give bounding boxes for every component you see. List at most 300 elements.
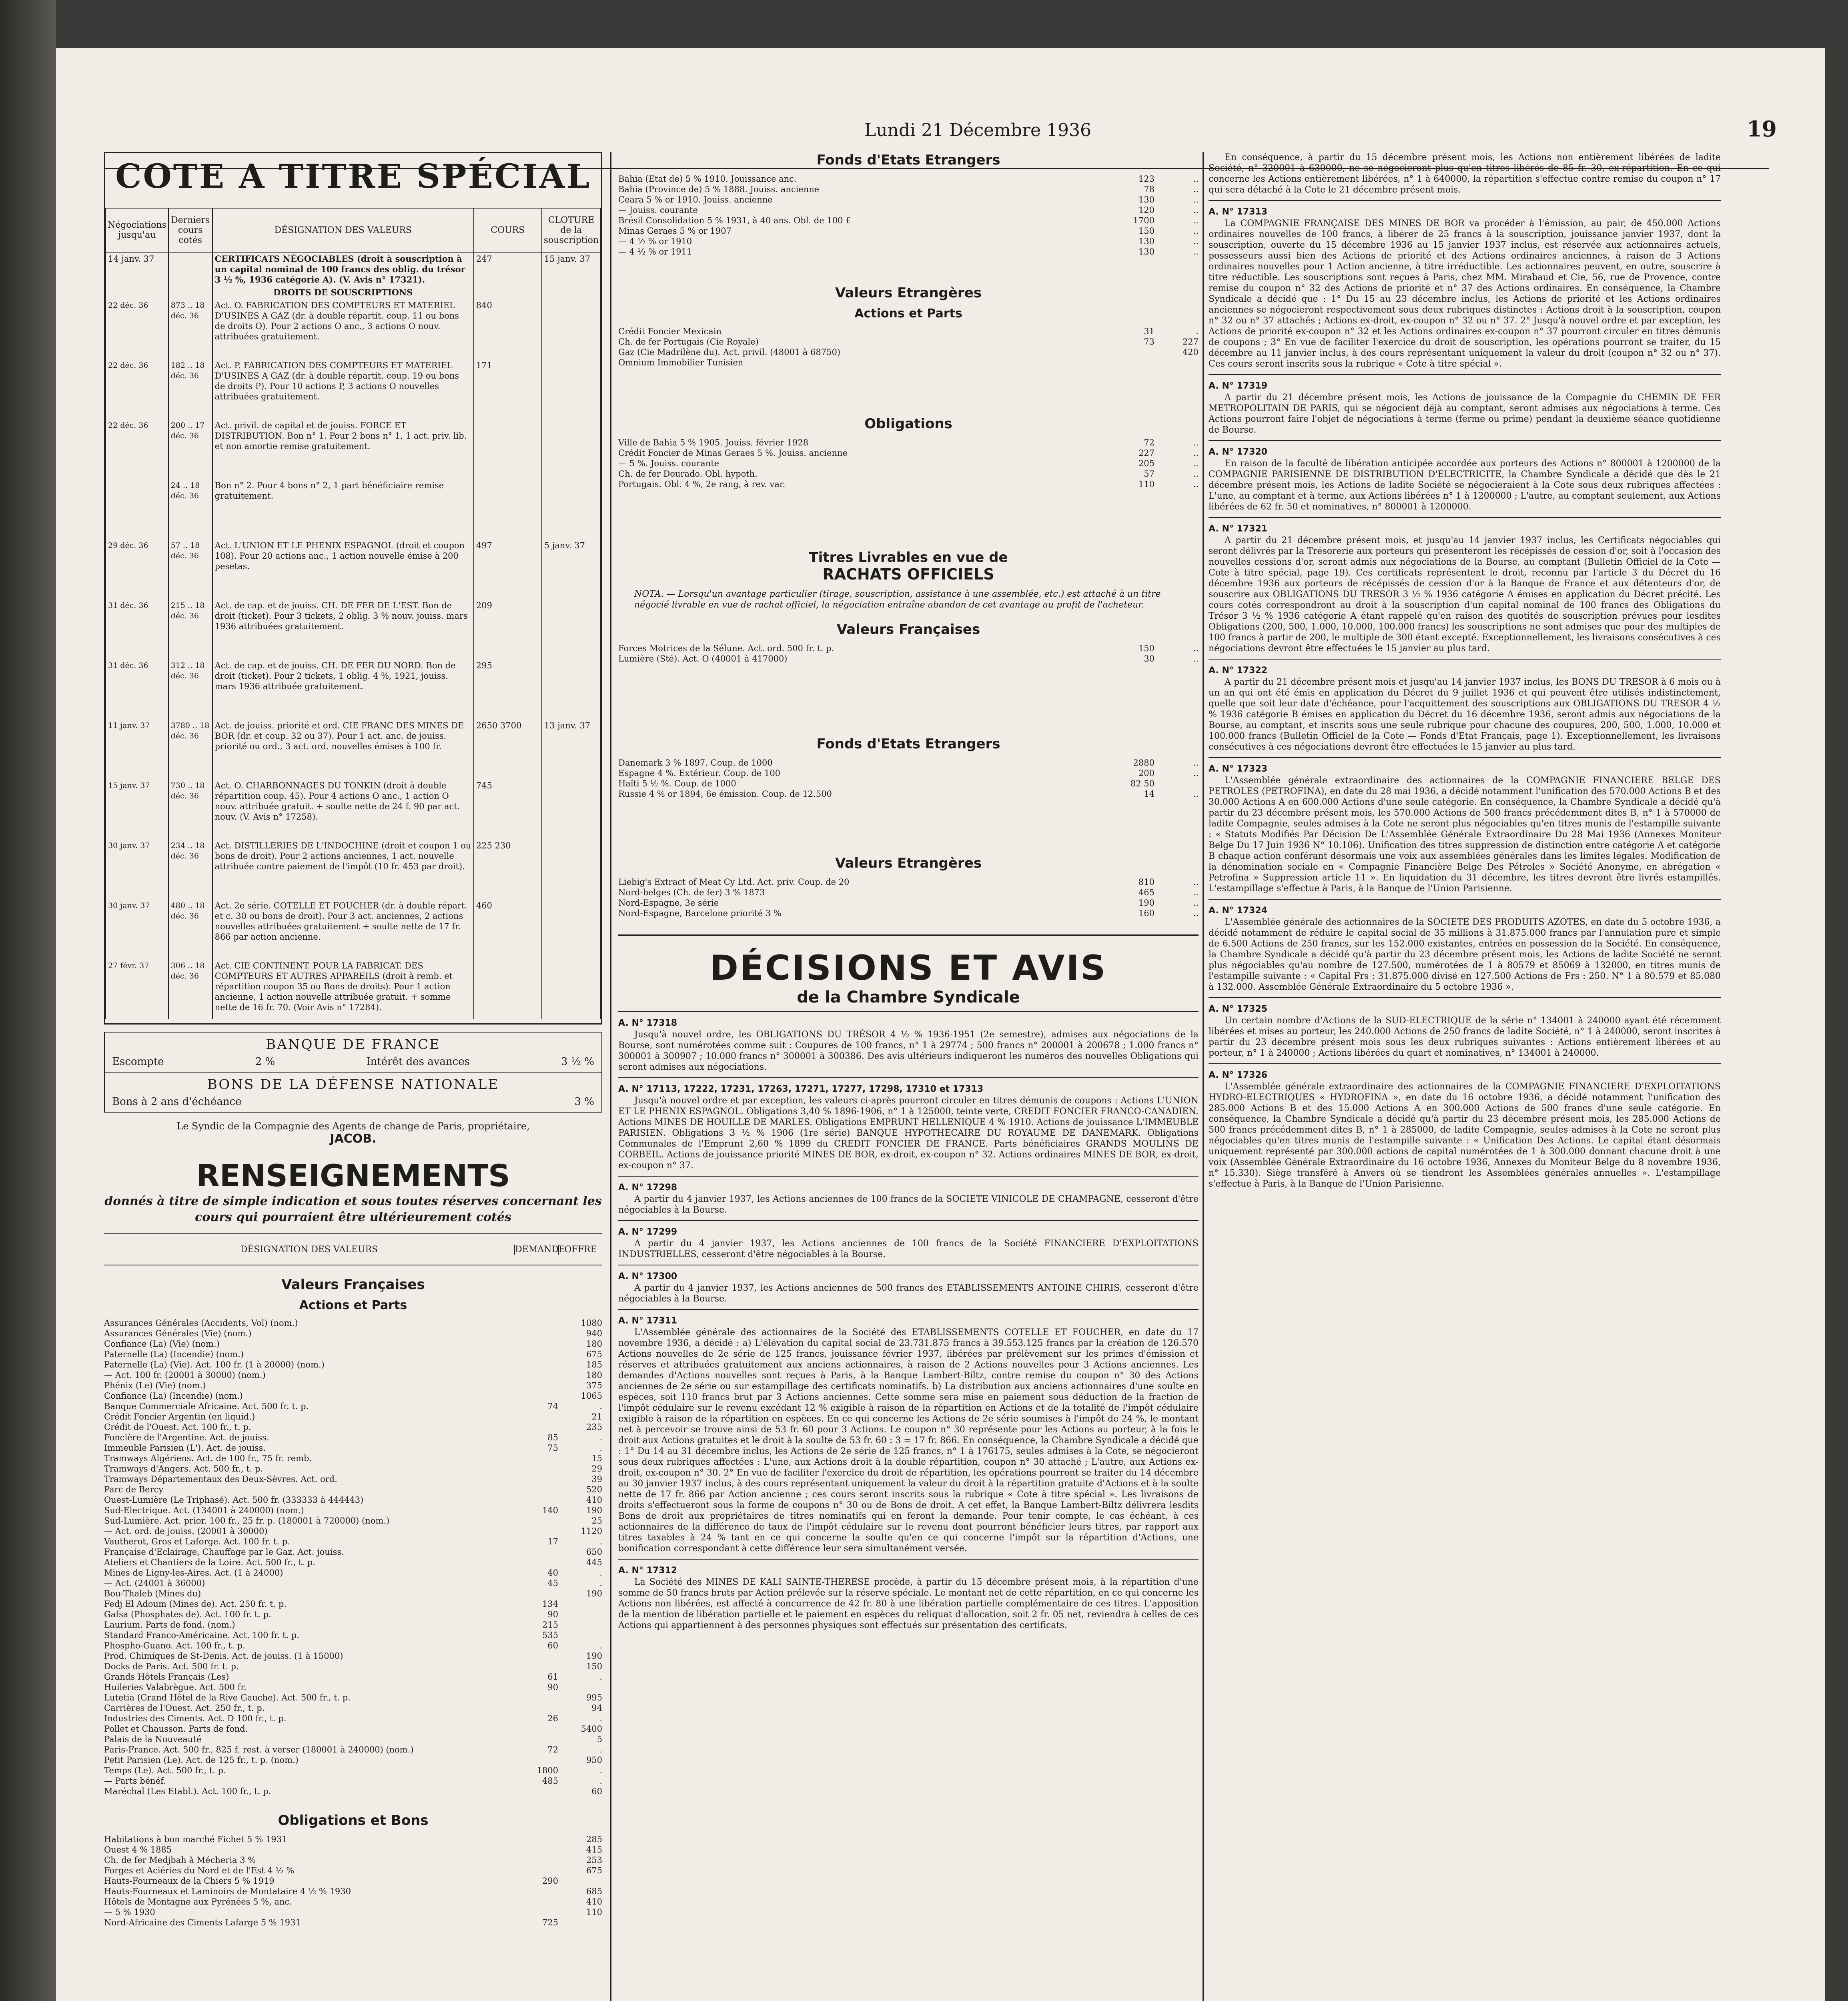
cell-date xyxy=(106,479,168,539)
item-name: Tramways d'Angers. Act. 500 fr., t. p. xyxy=(104,1464,263,1474)
cell-cloture xyxy=(542,659,601,719)
item-value: . xyxy=(599,1776,602,1786)
item-value: 15 xyxy=(591,1454,602,1463)
item-name: Phospho-Guano. Act. 100 fr., t. p. xyxy=(104,1641,245,1650)
list-item xyxy=(618,437,1199,448)
item-value: .. xyxy=(1193,898,1199,908)
item-value: 60 xyxy=(547,1641,558,1650)
cell-last: 234 .. 18 déc. 36 xyxy=(168,839,212,899)
item-value: 29 xyxy=(591,1464,602,1474)
droits-title: DROITS DE SOUSCRIPTIONS xyxy=(212,286,474,299)
syndic-name: JACOB. xyxy=(330,1132,377,1146)
item-value: 57 xyxy=(1144,469,1154,479)
item-name: Bahia (Etat de) 5 % 1910. Jouissance anc. xyxy=(618,174,797,184)
column-middle xyxy=(618,152,1199,2001)
cell-cloture xyxy=(542,839,601,899)
item-value: 940 xyxy=(586,1329,602,1338)
item-name: Sud-Lumière. Act. prior. 100 fr., 25 fr. p. (180001 à 720000) (nom.) xyxy=(104,1516,390,1526)
syndic-line: Le Syndic de la Compagnie des Agents de change de Paris, propriétaire, xyxy=(176,1121,530,1132)
item-value: . xyxy=(599,1433,602,1442)
list-item xyxy=(104,1328,602,1339)
item-value: . xyxy=(599,1443,602,1453)
rachats-title: RACHATS OFFICIELS xyxy=(822,565,994,583)
item-name: — 5 % 1930 xyxy=(104,1907,155,1917)
item-value: 420 xyxy=(1182,347,1199,357)
item-value xyxy=(514,1453,558,1464)
item-name: Ouest-Lumière (Le Triphasé). Act. 500 fr. (333333 à 444443) xyxy=(104,1495,364,1505)
item-value: .. xyxy=(1193,448,1199,458)
avis-number-text: A. N° 17322 xyxy=(1209,666,1268,676)
list-item xyxy=(104,1776,602,1786)
list-item xyxy=(618,898,1199,908)
cell-last: 306 .. 18 déc. 36 xyxy=(168,959,212,1019)
cell-designation: Act. de cap. et de jouiss. CH. DE FER DE L'EST. Bon de droit (ticket). Pour 3 tickets, 2 oblig. 3 % nouv. jouiss. mars 1936 attribuées gratuitement. xyxy=(212,599,474,659)
item-name: Nord-Espagne, Barcelone priorité 3 % xyxy=(618,908,782,918)
list-item xyxy=(104,1599,602,1609)
item-name: Hôtels de Montagne aux Pyrénées 5 %, anc. xyxy=(104,1897,292,1907)
list-item xyxy=(104,1609,602,1620)
item-name: Nord-Africaine des Ciments Lafarge 5 % 1931 xyxy=(104,1918,301,1927)
cell-cours: 247 xyxy=(474,252,542,286)
escompte-value: 2 % xyxy=(255,1056,275,1068)
oblig-title: Obligations xyxy=(864,416,952,432)
avis-number-text: A. N° 17311 xyxy=(618,1316,677,1326)
avis-separator xyxy=(618,1077,1199,1078)
item-value: 227 xyxy=(1182,337,1199,347)
list-item xyxy=(618,768,1199,778)
list-item xyxy=(104,1505,602,1516)
column-rule xyxy=(610,152,611,2001)
item-value: . xyxy=(1196,327,1199,336)
item-value xyxy=(558,1682,602,1692)
item-value: 40 xyxy=(547,1568,558,1578)
list-item xyxy=(104,1917,602,1928)
item-value: 130 xyxy=(1138,195,1154,205)
list-item xyxy=(104,1765,602,1776)
item-name: Paternelle (La) (Incendie) (nom.) xyxy=(104,1349,244,1359)
avis-text: A partir du 4 janvier 1937, les Actions anciennes de 100 francs de la Société FINANCIERE D'EXPLOITATIONS INDUSTRIELLES, cesseront d'être négociables à la Bourse. xyxy=(618,1239,1199,1259)
item-value: 410 xyxy=(586,1495,602,1505)
list-item xyxy=(618,205,1199,215)
item-value: . xyxy=(599,1641,602,1650)
item-name: Ch. de fer Dourado. Obl. hypoth. xyxy=(618,469,758,479)
item-value: 123 xyxy=(1138,174,1154,184)
avis-separator xyxy=(1209,757,1721,758)
cell-last: 182 .. 18 déc. 36 xyxy=(168,359,212,419)
item-value: 725 xyxy=(542,1918,558,1927)
item-value: 1080 xyxy=(581,1318,602,1328)
list-item xyxy=(104,1724,602,1734)
item-name: Ateliers et Chantiers de la Loire. Act. 500 fr., t. p. xyxy=(104,1558,315,1567)
avis-number-text: A. N° 17318 xyxy=(618,1018,677,1028)
avis-separator xyxy=(1209,374,1721,375)
item-value: 110 xyxy=(1138,479,1154,489)
cell-cours: 209 xyxy=(474,599,542,659)
vf-title: Valeurs Françaises xyxy=(836,622,980,638)
item-value: 200 xyxy=(1138,768,1154,778)
cell-date: 11 janv. 37 xyxy=(106,719,168,779)
table-row xyxy=(106,419,601,479)
cell-cours xyxy=(474,479,542,539)
item-value: 134 xyxy=(542,1599,558,1609)
cell-designation: Act. O. CHARBONNAGES DU TONKIN (droit à double répartition coup. 45). Pour 4 actions O anc., 1 action O nouv. attribuée gratuit. + soulte nette de 24 f. 90 par act. nouv. (V. Avis n° 17258). xyxy=(212,779,474,839)
obligations-list xyxy=(104,1834,602,1928)
item-value: 1065 xyxy=(581,1391,602,1401)
item-value: 675 xyxy=(586,1866,602,1875)
cell-last: 24 .. 18 déc. 36 xyxy=(168,479,212,539)
escompte-label: Escompte xyxy=(112,1056,164,1068)
avis-number xyxy=(1209,665,1721,676)
table-row xyxy=(106,252,601,286)
item-name: Lumière (Sté). Act. O (40001 à 417000) xyxy=(618,654,788,664)
list-item xyxy=(104,1703,602,1713)
item-name: Carrières de l'Ouest. Act. 250 fr., t. p. xyxy=(104,1703,265,1713)
cell-last xyxy=(168,252,212,286)
item-name: Ch. de fer Portugais (Cie Royale) xyxy=(618,337,759,347)
item-value: 17 xyxy=(547,1537,558,1546)
renseignements-title: RENSEIGNEMENTS xyxy=(196,1158,510,1193)
avis-number xyxy=(1209,523,1721,534)
list-item xyxy=(618,194,1199,205)
list-item xyxy=(104,1661,602,1672)
list-item xyxy=(618,877,1199,887)
avis-number xyxy=(1209,1004,1721,1015)
avis-number xyxy=(618,1084,1199,1095)
list-item xyxy=(104,1907,602,1917)
cell-date: 30 janv. 37 xyxy=(106,899,168,959)
fonds1-title: Fonds d'Etats Etrangers xyxy=(816,152,1000,168)
item-value xyxy=(558,1876,602,1886)
list-item xyxy=(618,469,1199,479)
book-gutter xyxy=(0,0,56,2001)
list-item xyxy=(104,1578,602,1588)
item-name: Mines de Ligny-les-Aires. Act. (1 à 24000) xyxy=(104,1568,283,1578)
cell-cours: 295 xyxy=(474,659,542,719)
item-value: 415 xyxy=(586,1845,602,1855)
avis-text: L'Assemblée générale des actionnaires de la SOCIETE DES PRODUITS AZOTES, en date du 5 octobre 1936, a décidé notamment de réduire le capital social de 35 millions à 31.875.000 francs par l'annulation pure et simple de 6.500 Actions de 250 francs, sur les 152.000 existantes, entrées en possession de la Société. En conséquence, la Chambre Syndicale a décidé qu'à partir du 23 décembre présent mois, les Actions de ladite Société ne seront plus négociables qu'au nombre de 127.500, numérotées de 1 à 80579 et 85069 à 132000, en titres munis de l'estampille suivante : « Capital Frs : 31.875.000 divisé en 127.500 Actions de Frs : 250. N° 1 à 80.579 et 85.080 à 132.000. Assemblée Générale Extraordinaire du 5 octobre 1936 ». xyxy=(1209,917,1721,992)
item-value xyxy=(514,1865,558,1876)
cell-last: 873 .. 18 déc. 36 xyxy=(168,299,212,359)
avis-separator xyxy=(1209,659,1721,660)
item-value xyxy=(514,1328,558,1339)
item-value: 61 xyxy=(547,1672,558,1682)
item-name: Bou-Thaleb (Mines du) xyxy=(104,1589,201,1598)
list-item xyxy=(618,215,1199,226)
col-header: COURS xyxy=(474,208,542,252)
item-value: 1120 xyxy=(581,1526,602,1536)
item-value: . xyxy=(599,1568,602,1578)
list-item xyxy=(104,1744,602,1755)
avis-separator xyxy=(1209,1063,1721,1064)
titres-title: Titres Livrables en vue de xyxy=(809,549,1008,565)
item-value: .. xyxy=(1193,174,1199,184)
cell-designation: Act. O. FABRICATION DES COMPTEURS ET MATERIEL D'USINES A GAZ (dr. à double répartit. coup. 11 ou bons de droits O). Pour 2 actions O anc., 3 actions O nouv. attribuées gratuitement. xyxy=(212,299,474,359)
list-item xyxy=(618,778,1199,789)
item-value: 285 xyxy=(586,1835,602,1844)
item-value xyxy=(558,1917,602,1928)
renseignements-list xyxy=(104,1318,602,1796)
cell-date: 22 déc. 36 xyxy=(106,359,168,419)
item-value xyxy=(514,1339,558,1349)
list-item xyxy=(104,1412,602,1422)
item-value xyxy=(1110,347,1154,357)
cell-designation: Act. privil. de capital et de jouiss. FORCE ET DISTRIBUTION. Bon n° 1. Pour 2 bons n° 1, 1 act. priv. lib. et non amortie remise gratuitement. xyxy=(212,419,474,479)
item-name: Petit Parisien (Le). Act. de 125 fr., t. p. (nom.) xyxy=(104,1755,299,1765)
cell-date: 22 déc. 36 xyxy=(106,419,168,479)
item-value: .. xyxy=(1193,789,1199,799)
list-item xyxy=(618,908,1199,918)
list-item xyxy=(104,1713,602,1724)
list-item xyxy=(104,1557,602,1568)
item-value: 190 xyxy=(586,1651,602,1661)
item-value: .. xyxy=(1193,459,1199,468)
item-value: 140 xyxy=(542,1506,558,1515)
item-value: 150 xyxy=(586,1662,602,1671)
cell-designation: Act. DISTILLERIES DE L'INDOCHINE (droit et coupon 1 ou bons de droit). Pour 2 actions anciennes, 1 act. nouvelle attribuée contre paiement de l'impôt (10 fr. 453 par droit). xyxy=(212,839,474,899)
avis-number xyxy=(1209,764,1721,774)
col-header: DÉSIGNATION DES VALEURS xyxy=(212,208,474,252)
item-value: .. xyxy=(1193,226,1199,236)
item-name: — Act. (24001 à 36000) xyxy=(104,1578,205,1588)
item-value: .. xyxy=(1193,237,1199,246)
list-item xyxy=(618,448,1199,458)
item-value xyxy=(514,1391,558,1401)
item-name: Ceara 5 % or 1910. Jouiss. ancienne xyxy=(618,195,773,205)
item-value: 375 xyxy=(586,1381,602,1390)
item-value: 650 xyxy=(586,1547,602,1557)
avis-text: L'Assemblée générale extraordinaire des actionnaires de la COMPAGNIE FINANCIERE D'EXPLOITATIONS HYDRO-ELECTRIQUES « HYDROFINA », en date du 16 octobre 1936, a décidé notamment l'unification des 285.000 Actions B et des 15.000 Actions A en 300.000 Actions de 500 francs d'une seule catégorie. En conséquence, la Chambre Syndicale a décidé qu'à partir du 23 décembre présent mois, les 285.000 Actions de 500 francs précédemment dites B, n° 1 à 285000, de ladite Compagnie, seules admises à la Cote ne seront plus négociables qu'en titres munis de l'estampille suivante : « Unification Des Actions. Le capital étant désormais uniquement représenté par 300.000 actions de capital numérotées de 1 à 300.000 donnant chacune droit à une voix (Assemblée Générale Extraordinaire du 16 octobre 1936, Annexes du Moniteur Belge du 8 novembre 1936, n° 15.330). Siège transféré à Anvers où se tiendront les Assemblées générales annuelles ». L'estampillage s'effectue à Paris, à la Banque de l'Union Parisienne. xyxy=(1209,1082,1721,1189)
avis-number-text: A. N° 17325 xyxy=(1209,1004,1268,1014)
bons-value: 3 % xyxy=(574,1096,594,1108)
item-name: Immeuble Parisien (L'). Act. de jouiss. xyxy=(104,1443,266,1453)
nota-text: NOTA. — Lorsqu'un avantage particulier (tirage, souscription, assistance à une assemblée, etc.) est attaché à un titre négocié livrable en vue de rachat officiel, la négociation entraîne abandon de cet avantage au profit de l'acheteur. xyxy=(634,589,1161,610)
avis-number xyxy=(1209,905,1721,916)
list-item xyxy=(104,1672,602,1682)
list-item xyxy=(104,1484,602,1495)
column-rule xyxy=(1203,152,1204,2001)
item-value: 950 xyxy=(586,1755,602,1765)
item-value: .. xyxy=(1193,888,1199,897)
avis-separator xyxy=(618,1176,1199,1177)
item-value: 445 xyxy=(586,1558,602,1567)
item-value: . xyxy=(599,1578,602,1588)
avis-number-text: A. N° 17326 xyxy=(1209,1070,1268,1080)
item-value: . xyxy=(599,1672,602,1682)
cell-last: 3780 .. 18 déc. 36 xyxy=(168,719,212,779)
item-value: 31 xyxy=(1144,327,1154,336)
item-value: .. xyxy=(1193,908,1199,918)
list-item xyxy=(618,458,1199,469)
table-row xyxy=(106,599,601,659)
list-item xyxy=(104,1526,602,1536)
item-value: .. xyxy=(1193,479,1199,489)
cell-cloture xyxy=(542,599,601,659)
renseignements-subtitle: donnés à titre de simple indication et sous toutes réserves concernant les cours qui pourraient être ultérieurement cotés xyxy=(104,1194,602,1224)
item-value: 410 xyxy=(586,1897,602,1907)
list-item xyxy=(104,1453,602,1464)
item-name: Foncière de l'Argentine. Act. de jouiss. xyxy=(104,1433,269,1442)
avis-text: La Société des MINES DE KALI SAINTE-THERESE procède, à partir du 15 décembre présent mois, à la répartition d'une somme de 50 francs bruts par Action prélevée sur la réserve spéciale. Le montant net de cette répartition, en ce qui concerne les Actions non libérées, est affecté à concurrence de 42 fr. 80 à une libération partielle complémentaire de ces titres. L'apposition de la mention de libération partielle et le paiement en espèces du reliquat d'allocation, soit 2 fr. 05 net, reviendra à celles de ces Actions qui appartiennent à des personnes physiques sont effectués sur présentation des certificats. xyxy=(618,1577,1199,1630)
avis-number-text: A. N° 17299 xyxy=(618,1227,677,1237)
decisions-title: DÉCISIONS ET AVIS xyxy=(710,948,1107,988)
list-item xyxy=(104,1834,602,1845)
list-item xyxy=(618,479,1199,489)
avis-number-text: A. N° 17323 xyxy=(1209,764,1268,774)
avis-number xyxy=(618,1018,1199,1029)
table-row xyxy=(106,779,601,839)
item-name: Liebig's Extract of Meat Cy Ltd. Act. priv. Coup. de 20 xyxy=(618,877,850,887)
item-name: Temps (Le). Act. 500 fr., t. p. xyxy=(104,1766,226,1775)
item-value xyxy=(514,1557,558,1568)
list-item xyxy=(618,226,1199,236)
cell-designation: CERTIFICATS NÉGOCIABLES (droit à souscription à un capital nominal de 100 francs des oblig. du trésor 3 ½ %, 1936 catégorie A). (V. Avis n° 17321). xyxy=(212,252,474,286)
avis-separator xyxy=(618,1309,1199,1310)
ve2-list xyxy=(618,877,1199,918)
item-value xyxy=(514,1474,558,1484)
item-value: 685 xyxy=(586,1887,602,1896)
item-value xyxy=(514,1834,558,1845)
cell-cloture xyxy=(542,299,601,359)
item-name: Prod. Chimiques de St-Denis. Act. de jouiss. (1 à 15000) xyxy=(104,1651,343,1661)
item-name: Espagne 4 %. Extérieur. Coup. de 100 xyxy=(618,768,780,778)
item-name: Hauts-Fourneaux de la Chiers 5 % 1919 xyxy=(104,1876,275,1886)
avis-number-text: A. N° 17313 xyxy=(1209,207,1268,217)
cell-designation: Act. de jouiss. priorité et ord. CIE FRANC DES MINES DE BOR (dr. et coup. 32 ou 37). Pour 1 act. anc. de jouiss. priorité ou ord., 3 act. ord. nouvelles émises à 100 fr. xyxy=(212,719,474,779)
item-name: Sud-Electrique. Act. (134001 à 240000) (nom.) xyxy=(104,1506,304,1515)
item-value: .. xyxy=(1193,205,1199,215)
table-row xyxy=(106,659,601,719)
list-item xyxy=(618,357,1199,368)
avis-text: L'Assemblée générale extraordinaire des actionnaires de la COMPAGNIE FINANCIERE BELGE DES PETROLES (PETROFINA), en date du 28 mai 1936, a décidé notamment l'unification des 570.000 Actions B et des 30.000 Actions A en 600.000 Actions d'une seule catégorie. En conséquence, la Chambre Syndicale a décidé qu'à partir du 23 décembre présent mois, les 570.000 Actions de 500 francs précédemment dites B, n° 1 à 570000 de ladite Compagnie, seules admises à la Cote ne seront plus négociables qu'en titres munis de l'estampille suivante : « Statuts Modifiés Par Décision De L'Assemblée Générale Extraordinaire Du 28 Mai 1936 (Annexes Moniteur Belge Du 17 Juin 1936 N° 10.106). Unification des titres suppression de distinction entre catégorie A et catégorie B chaque action conférant désormais une voix aux assemblées générales dans les limites légales. Modification de la dénomination sociale en « Compagnie Financière Belge Des Pétroles » Société Anonyme, en abrégation « Petrofina » Suppression article 11 ». En liquidation du 31 décembre, les titres devront être livrés estampillés. L'estampillage s'effectue à Paris, à la Banque de l'Union Parisienne. xyxy=(1209,776,1721,894)
item-name: Phénix (Le) (Vie) (nom.) xyxy=(104,1381,206,1390)
item-value xyxy=(514,1855,558,1865)
list-item xyxy=(104,1349,602,1359)
col-header: DEMANDE xyxy=(515,1244,565,1255)
cell-last: 480 .. 18 déc. 36 xyxy=(168,899,212,959)
item-name: — Act. 100 fr. (20001 à 30000) (nom.) xyxy=(104,1370,266,1380)
fonds2-title: Fonds d'Etats Etrangers xyxy=(816,736,1000,752)
item-value: 78 xyxy=(1144,184,1154,194)
item-value xyxy=(514,1661,558,1672)
avis-number-text: A. N° 17113, 17222, 17231, 17263, 17271, 17277, 17298, 17310 et 17313 xyxy=(618,1084,984,1094)
column-avis xyxy=(1209,152,1721,2001)
item-name: Lutetia (Grand Hôtel de la Rive Gauche). Act. 500 fr., t. p. xyxy=(104,1693,351,1702)
list-item xyxy=(104,1380,602,1391)
fonds1-list xyxy=(618,174,1199,257)
cell-cours: 840 xyxy=(474,299,542,359)
item-value xyxy=(514,1692,558,1703)
avis-text: A partir du 4 janvier 1937, les Actions anciennes de 500 francs des ETABLISSEMENTS ANTOINE CHIRIS, cesseront d'être négociables à la Bourse. xyxy=(618,1283,1199,1304)
item-value xyxy=(514,1380,558,1391)
item-name: Habitations à bon marché Fichet 5 % 1931 xyxy=(104,1835,287,1844)
cell-designation: Act. 2e série. COTELLE ET FOUCHER (dr. à double répart. et c. 30 ou bons de droit). Pour 3 act. anciennes, 2 actions nouvelles attribuées gratuitement + soulte nette de 17 fr. 866 par action ancienne. xyxy=(212,899,474,959)
list-item xyxy=(104,1432,602,1443)
item-value: 227 xyxy=(1138,448,1154,458)
item-name: Omnium Immobilier Tunisien xyxy=(618,358,744,367)
column-cote xyxy=(104,152,602,2001)
cell-designation: Act. CIE CONTINENT. POUR LA FABRICAT. DES COMPTEURS ET AUTRES APPAREILS (droit à remb. et répartition coupon 35 ou Bons de droits). Pour 1 action ancienne, 1 action nouvelle attribuée gratuit. + somme nette de 16 fr. 70. (Voir Avis n° 17284). xyxy=(212,959,474,1019)
item-value: 1800 xyxy=(537,1766,558,1775)
item-name: — Parts bénéf. xyxy=(104,1776,166,1786)
list-item xyxy=(104,1359,602,1370)
list-item xyxy=(104,1339,602,1349)
cell-date: 14 janv. 37 xyxy=(106,252,168,286)
item-value: 130 xyxy=(1138,237,1154,246)
item-value: . xyxy=(599,1537,602,1546)
item-name: Standard Franco-Américaine. Act. 100 fr. t. p. xyxy=(104,1630,299,1640)
cell-date: 31 déc. 36 xyxy=(106,659,168,719)
fonds2-list xyxy=(618,758,1199,799)
avis-separator xyxy=(1209,200,1721,201)
list-item xyxy=(104,1682,602,1692)
item-value xyxy=(514,1588,558,1599)
item-name: Fedj El Adoum (Mines de). Act. 250 fr. t. p. xyxy=(104,1599,287,1609)
cell-last: 730 .. 18 déc. 36 xyxy=(168,779,212,839)
item-name: Bahia (Province de) 5 % 1888. Jouiss. ancienne xyxy=(618,184,820,194)
avis-text: Un certain nombre d'Actions de la SUD-ELECTRIQUE de la série n° 134001 à 240000 ayant été récemment libérées et mises au porteur, les 240.000 Actions de 250 francs de ladite Société, n° 1 à 240000, seront inscrites à partir du 23 décembre présent mois sous les deux rubriques suivantes : Actions entièrement libérées et au porteur, n° 1 à 240000 ; Actions libérées du quart et nominatives, n° 134001 à 240000. xyxy=(1209,1016,1721,1058)
list-item xyxy=(104,1588,602,1599)
item-value xyxy=(514,1724,558,1734)
list-item xyxy=(618,174,1199,184)
cell-cours: 225 230 xyxy=(474,839,542,899)
item-value: 5400 xyxy=(581,1724,602,1734)
item-name: Tramways Départementaux des Deux-Sèvres. Act. ord. xyxy=(104,1474,337,1484)
item-name: Assurances Générales (Accidents, Vol) (nom.) xyxy=(104,1318,298,1328)
item-value: .. xyxy=(1193,768,1199,778)
item-name: Confiance (La) (Incendie) (nom.) xyxy=(104,1391,243,1401)
list-item xyxy=(104,1734,602,1744)
item-value: . xyxy=(599,1766,602,1775)
item-value: .. xyxy=(1193,184,1199,194)
item-value: .. xyxy=(1193,469,1199,479)
item-value xyxy=(558,1620,602,1630)
list-item xyxy=(104,1865,602,1876)
list-item xyxy=(104,1845,602,1855)
list-item xyxy=(104,1391,602,1401)
val-etr-title: Valeurs Etrangères xyxy=(835,285,982,301)
cote-table xyxy=(105,208,601,1019)
avances-label: Intérêt des avances xyxy=(366,1056,470,1068)
banque-box xyxy=(104,1032,602,1073)
list-item xyxy=(104,1443,602,1453)
vf-list xyxy=(618,643,1199,664)
item-value: 82 50 xyxy=(1130,779,1154,788)
item-value: 253 xyxy=(586,1855,602,1865)
item-value: 120 xyxy=(1138,205,1154,215)
item-value: 205 xyxy=(1138,459,1154,468)
item-name: Grands Hôtels Français (Les) xyxy=(104,1672,229,1682)
col-header: OFFRE xyxy=(558,1245,602,1255)
list-item xyxy=(104,1630,602,1640)
page-date: Lundi 21 Décembre 1936 xyxy=(864,120,1092,140)
item-value xyxy=(558,1599,602,1609)
item-value: 185 xyxy=(586,1360,602,1369)
item-name: Ouest 4 % 1885 xyxy=(104,1845,172,1855)
item-value: 810 xyxy=(1138,877,1154,887)
avis-number xyxy=(1209,447,1721,457)
item-value xyxy=(514,1755,558,1765)
col3-intro: En conséquence, à partir du 15 décembre présent mois, les Actions non entièrement libérées de ladite Société, n° 320001 à 630000, ne se négocieront plus qu'en titres libérés de 85 fr. 30, ex-répartition. En ce qui concerne les Actions entièrement libérées, n° 1 à 640000, la répartition s'effectue contre remise du coupon n° 17 qui sera détaché à la Cote le 21 décembre présent mois. xyxy=(1209,152,1721,195)
col-header: DÉSIGNATION DES VALEURS xyxy=(240,1244,378,1255)
col-header: Derniers cours cotés xyxy=(168,208,212,252)
list-item xyxy=(104,1495,602,1505)
item-name: Paris-France. Act. 500 fr., 825 f. rest. à verser (180001 à 240000) (nom.) xyxy=(104,1745,414,1754)
cote-box xyxy=(104,152,602,1025)
item-name: Assurances Générales (Vie) (nom.) xyxy=(104,1329,252,1338)
table-row xyxy=(106,479,601,539)
cell-last: 57 .. 18 déc. 36 xyxy=(168,539,212,599)
item-value: 30 xyxy=(1144,654,1154,664)
